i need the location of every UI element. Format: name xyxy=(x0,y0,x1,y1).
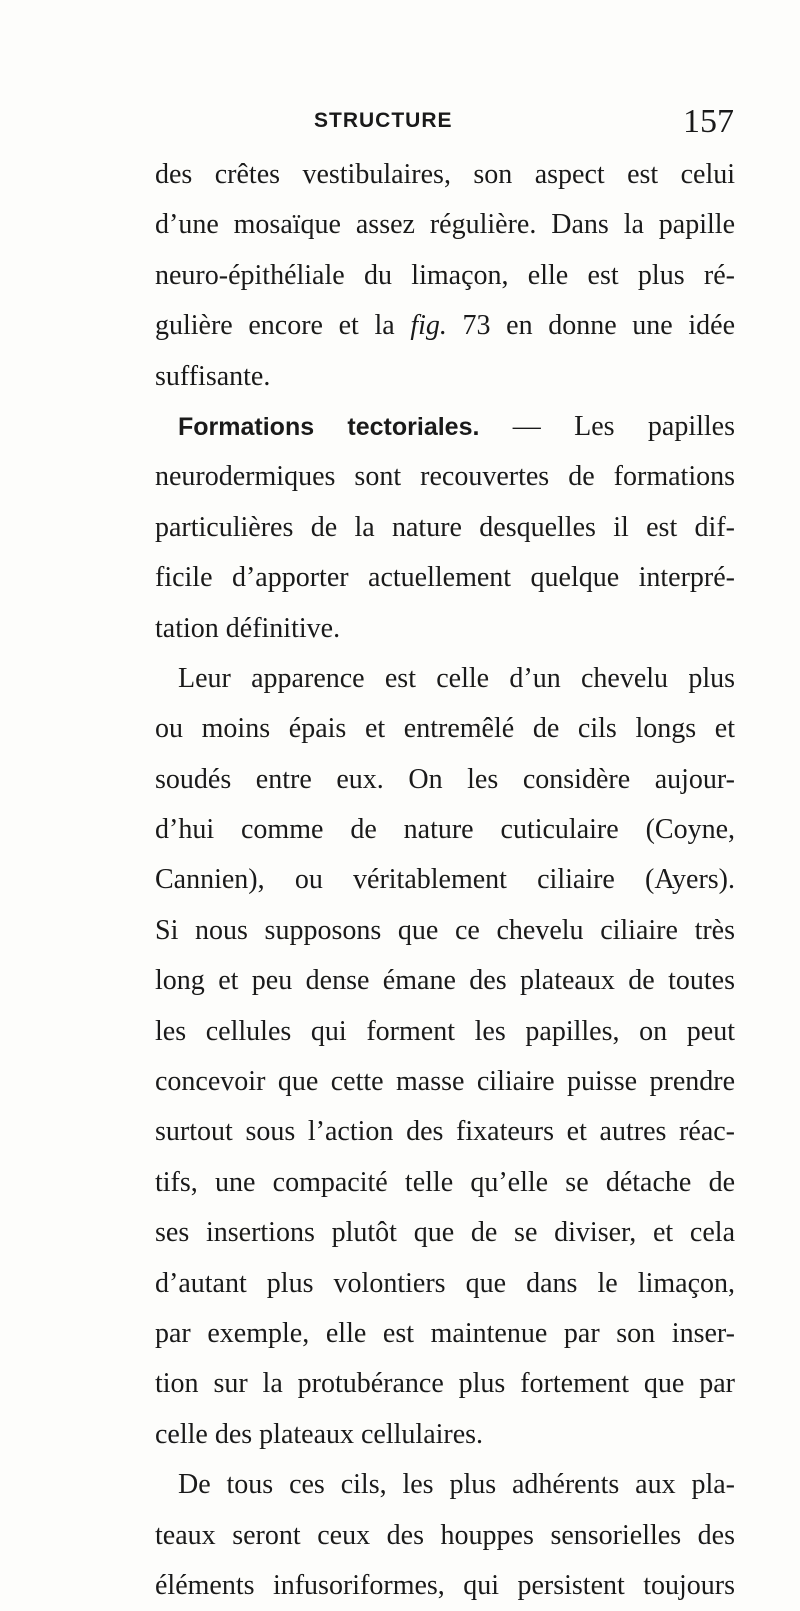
text-line: éléments infusoriformes, qui persistent toujours xyxy=(155,1569,735,1601)
text-line: d’une mosaïque assez régulière. Dans la papille xyxy=(155,209,735,241)
text-line: Leur apparence est celle d’un chevelu plus xyxy=(178,662,735,694)
text-line: ses insertions plutôt que de se diviser, et cela xyxy=(155,1217,735,1249)
text-line: tion sur la protubérance plus fortement que par xyxy=(155,1368,735,1400)
text-line: celle des plateaux cellulaires. xyxy=(155,1418,484,1450)
text-line xyxy=(155,402,735,452)
text-line: tifs, une compacité telle qu’elle se détache de xyxy=(155,1166,735,1198)
text-line: ou moins épais et entremêlé de cils longs et xyxy=(155,713,735,745)
text-line: neuro-épithéliale du limaçon, elle est plus ré- xyxy=(155,259,735,291)
text-line: d’hui comme de nature cuticulaire (Coyne, xyxy=(155,814,735,846)
text-line: des crêtes vestibulaires, son aspect est celui xyxy=(155,159,735,190)
text-line xyxy=(155,301,735,351)
figure-reference: fig. xyxy=(410,310,447,342)
text-line: long et peu dense émane des plateaux de toutes xyxy=(155,965,735,997)
text-line: les cellules qui forment les papilles, on peut xyxy=(155,1015,735,1047)
text-line: suffisante. xyxy=(155,360,271,392)
text-segment: gulière encore et la xyxy=(155,310,411,342)
text-line: teaux seront ceux des houppes sensorielles des xyxy=(155,1519,735,1551)
text-segment: — Les papilles xyxy=(479,410,735,442)
text-line: De tous ces cils, les plus adhérents aux pla- xyxy=(178,1469,735,1501)
text-segment: 73 en donne une idée xyxy=(446,310,736,342)
text-line: Cannien), ou véritablement ciliaire (Ayers). xyxy=(155,864,735,896)
text-line: particulières de la nature desquelles il est dif- xyxy=(155,511,735,543)
text-line: Si nous supposons que ce chevelu ciliaire très xyxy=(155,914,735,946)
text-line: surtout sous l’action des fixateurs et autres réac- xyxy=(155,1116,735,1148)
text-line: concevoir que cette masse ciliaire puisse prendre xyxy=(155,1066,735,1098)
running-head xyxy=(314,103,734,143)
body-text xyxy=(155,150,735,1611)
page-number: 157 xyxy=(683,103,734,140)
text-line: ficile d’apporter actuellement quelque interpré- xyxy=(155,562,735,594)
text-line: neurodermiques sont recouvertes de formations xyxy=(155,461,735,493)
running-head-title: STRUCTURE xyxy=(314,109,453,132)
text-line: tation définitive. xyxy=(155,612,341,644)
text-line: d’autant plus volontiers que dans le limaçon, xyxy=(155,1267,735,1299)
text-line: soudés entre eux. On les considère aujour- xyxy=(155,763,735,795)
text-line: par exemple, elle est maintenue par son inser- xyxy=(155,1317,735,1349)
section-heading: Formations tectoriales. xyxy=(178,412,480,441)
